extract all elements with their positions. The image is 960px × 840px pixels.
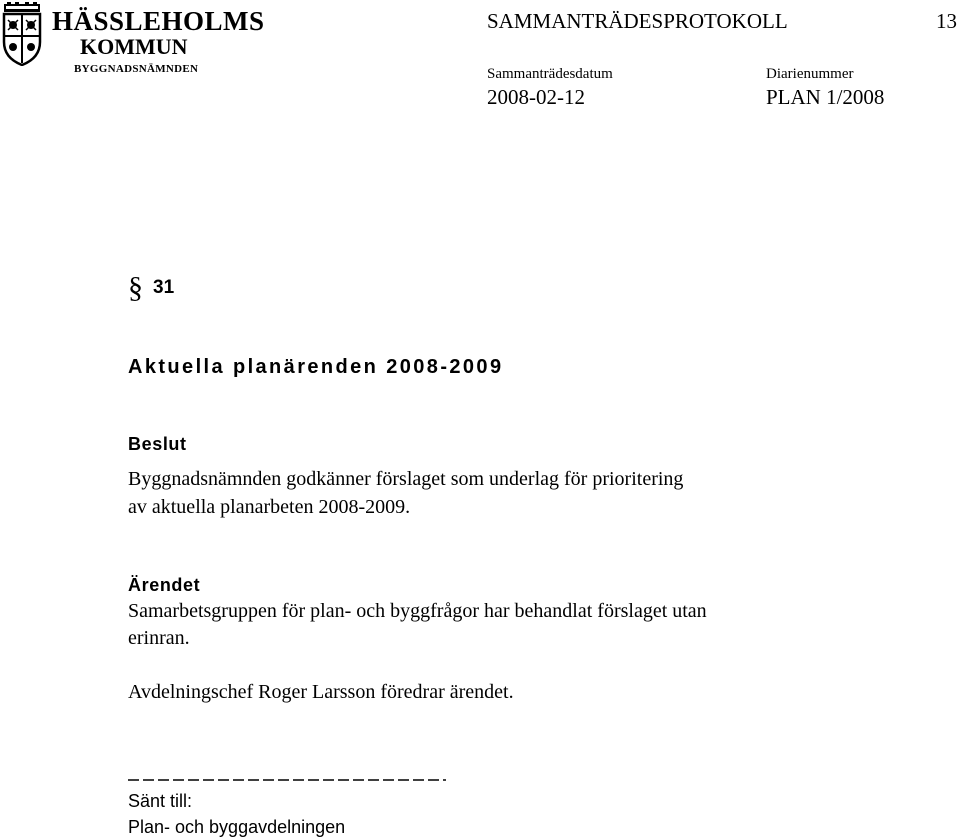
matter-line-2: erinran. [128,627,190,649]
matter-line-1: Samarbetsgruppen för plan- och byggfrågor har behandlat förslaget utan [128,600,707,622]
section-number [128,272,174,304]
org-department: BYGGNADSNÄMNDEN [74,63,199,75]
coat-of-arms-icon [0,2,44,66]
page-title: Aktuella planärenden 2008-2009 [128,356,504,378]
presenter-line: Avdelningschef Roger Larsson föredrar ärendet. [128,681,514,703]
section-number-value: 31 [153,277,175,298]
date-label: Sammanträdesdatum [487,66,613,82]
document-type: SAMMANTRÄDESPROTOKOLL [487,9,788,33]
sent-to-label: Sänt till: [128,791,193,811]
signature-rule [128,770,448,782]
decision-line-1: Byggnadsnämnden godkänner förslaget som underlag för prioritering [128,468,684,490]
org-name: HÄSSLEHOLMS [52,6,265,36]
ref-label: Diarienummer [766,66,854,82]
section-sign: § [128,271,143,304]
ref-value: PLAN 1/2008 [766,85,885,109]
decision-heading: Beslut [128,434,187,454]
recipient: Plan- och byggavdelningen [128,817,346,837]
date-value: 2008-02-12 [487,85,585,109]
page-number: 13 [936,9,957,33]
decision-line-2: av aktuella planarbeten 2008-2009. [128,496,411,518]
matter-heading: Ärendet [128,575,201,595]
org-sub: KOMMUN [80,34,188,59]
